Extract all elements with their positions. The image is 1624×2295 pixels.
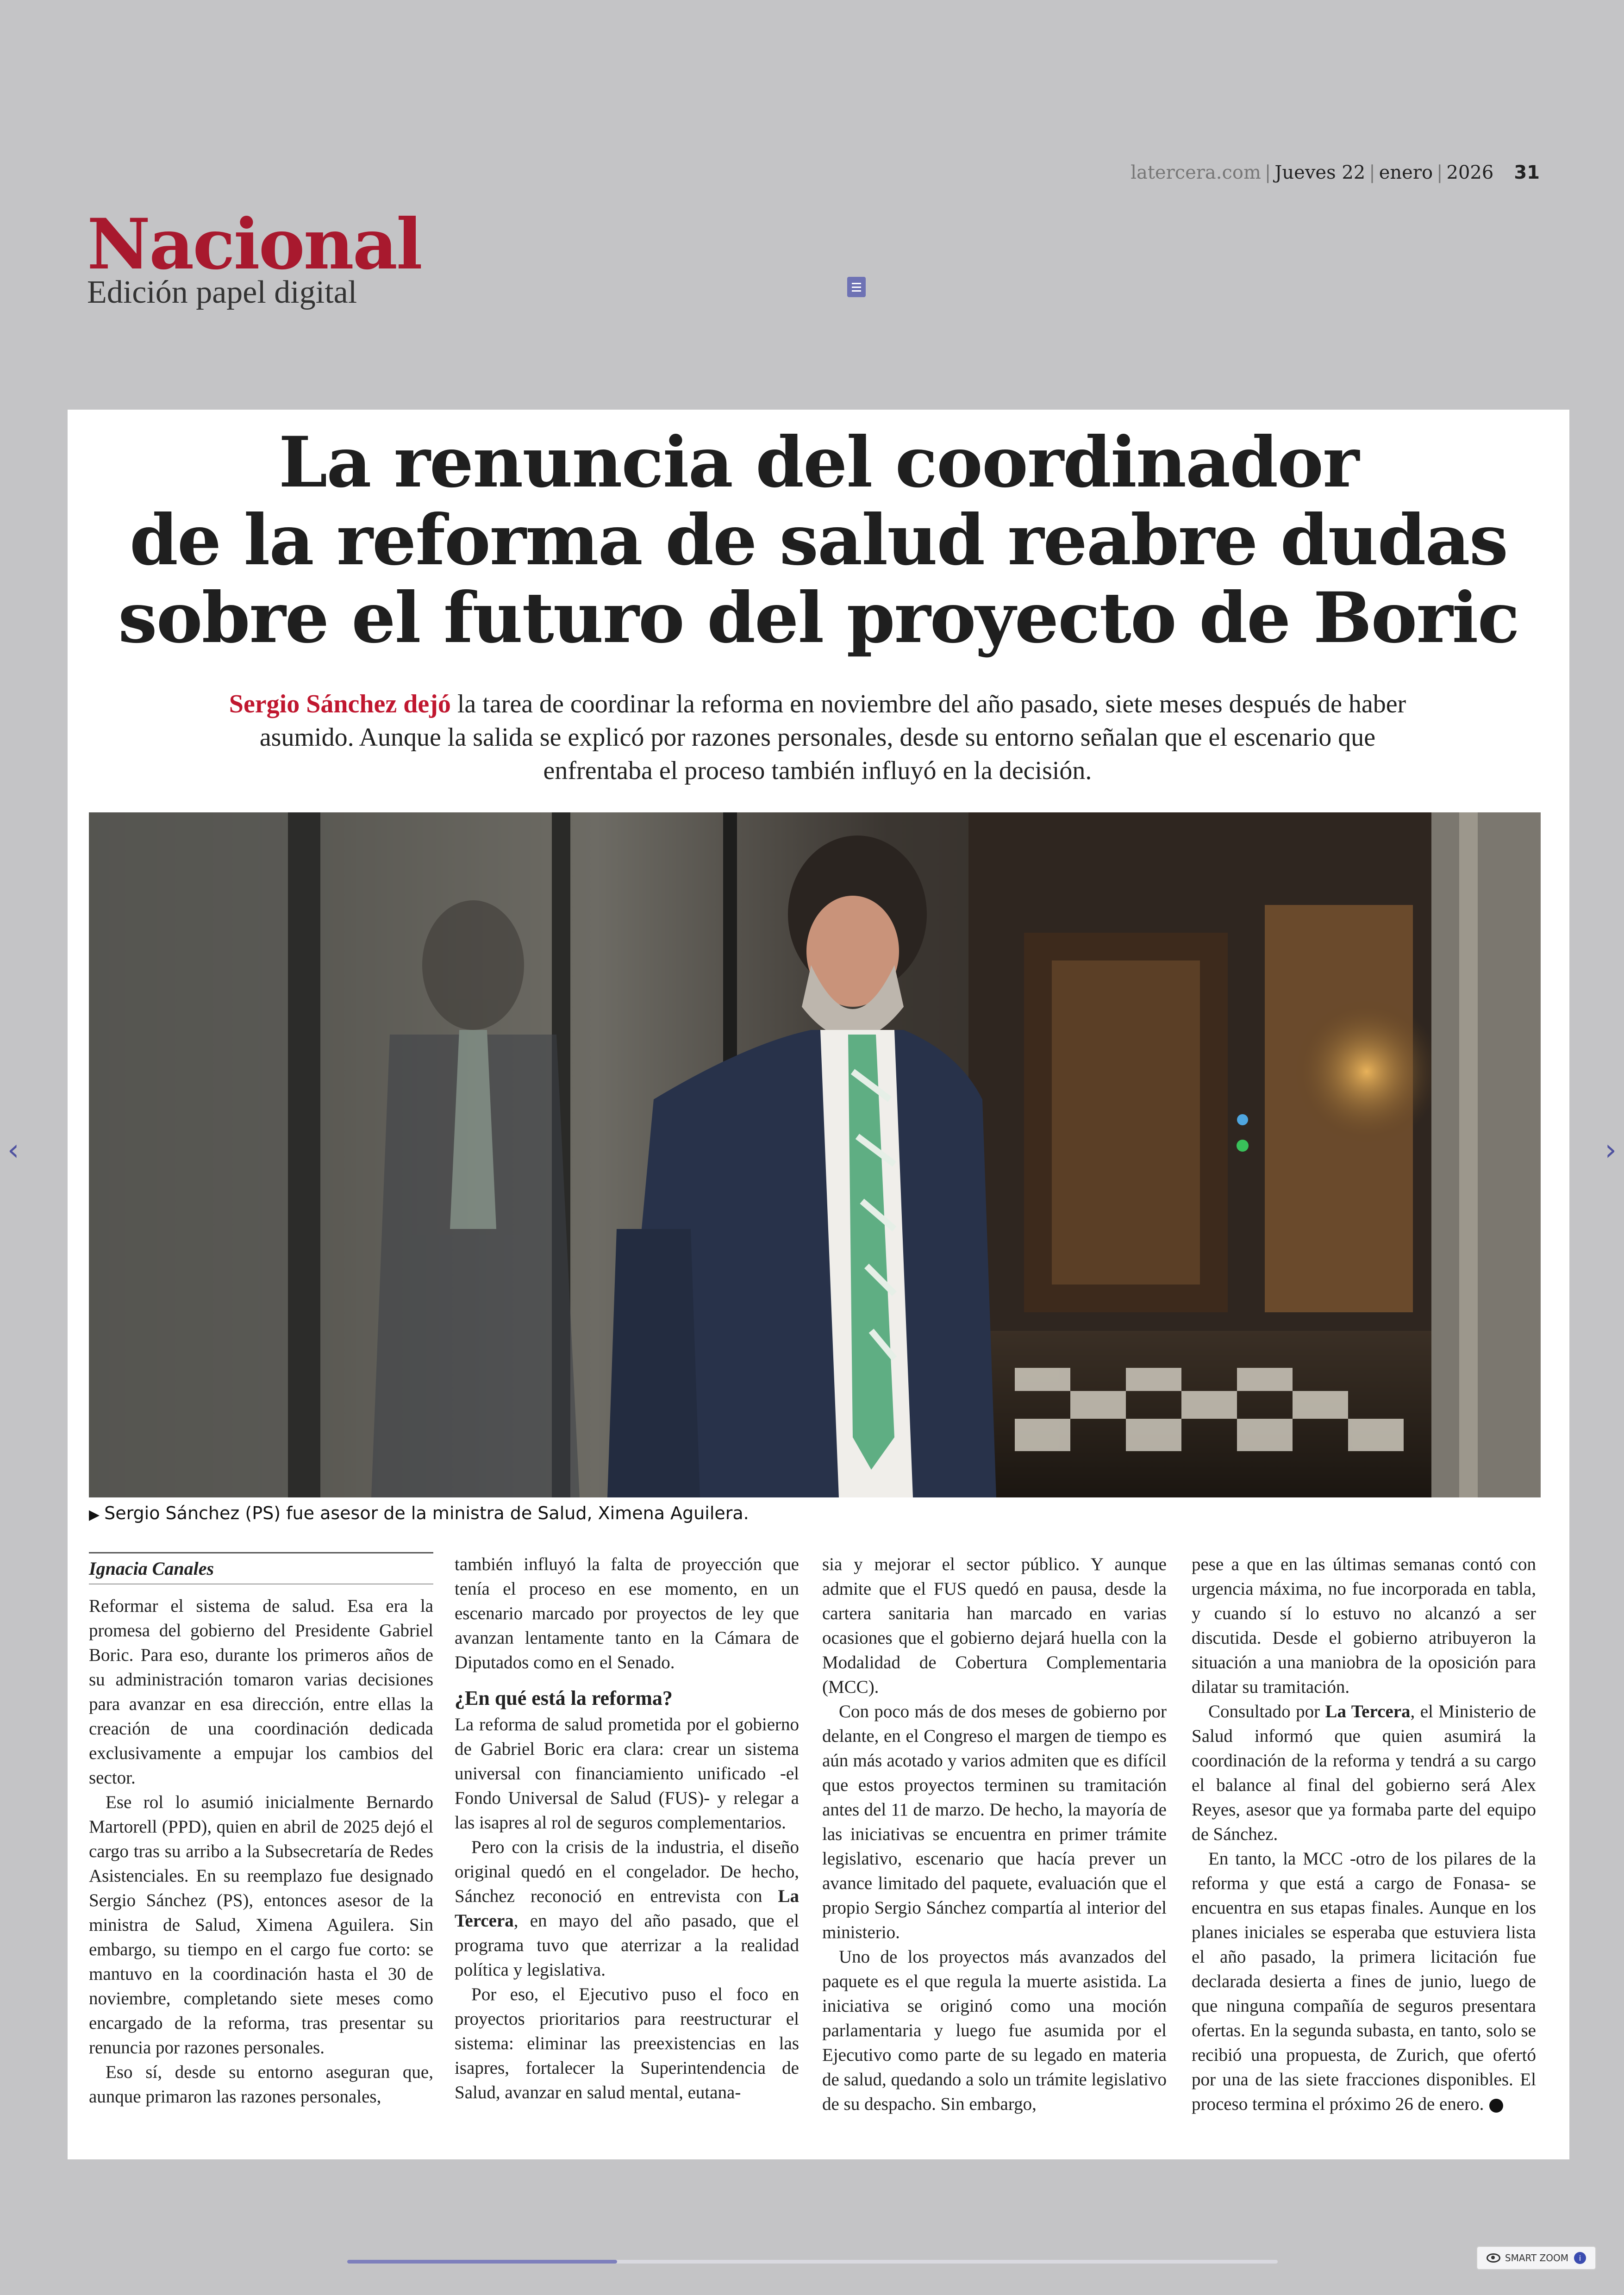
edition-month: enero (1379, 162, 1433, 183)
headline-line: La renuncia del coordinador (278, 422, 1359, 503)
edition-year: 2026 (1446, 162, 1494, 183)
paragraph: Eso sí, desde su entorno aseguran que, aunque primaron las razones personales, (89, 2062, 433, 2107)
paragraph-text: Pero con la crisis de la industria, el diseño original quedó en el congelador. De hecho, Sánchez reconoció en entrevista con (455, 1837, 799, 1906)
page-progress-fill (347, 2260, 617, 2264)
paragraph: Uno de los proyectos más avanzados del paquete es el que regula la muerte asistida. La iniciativa se originó como una moción parlamentaria y luego fue asumida por el Ejecutivo como parte de su legado en materia de salud, quedando a solo un trámite legislativo de su despacho. Sin embargo, (822, 1947, 1167, 2114)
page-progress-bar[interactable] (347, 2260, 1278, 2264)
photo-illustration (89, 812, 1541, 1497)
article-column-4 (1192, 1552, 1536, 2116)
paragraph-text: En tanto, la MCC -otro de los pilares de la reforma y que está a cargo de Fonasa- se encuentra en sus etapas finales. Aunque en los planes iniciales se esperaba que estuviera lista el año pasado, la primera licitación fue declarada desierta a fines de junio, luego de que ninguna compañía de seguros presentara ofertas. En la segunda subasta, en tanto, solo se recibió una propuesta, de Zurich, que ofertó por una de las siete fracciones disponibles. El proceso termina el próximo 26 de enero. (1192, 1849, 1536, 2114)
smart-zoom-button[interactable] (1476, 2246, 1596, 2270)
paragraph-text: , en mayo del año pasado, que el programa tuvo que aterrizar a la realidad política y legislativa. (455, 1911, 799, 1980)
section-subtitle: Edición papel digital (87, 274, 357, 310)
paragraph: Con poco más de dos meses de gobierno por delante, en el Congreso el margen de tiempo es aún más acotado y varios admiten que es difícil que estos proyectos terminen su tramitación antes del 11 de marzo. De hecho, la mayoría de las iniciativas se encuentra en primer trámite legislativo, escenario que hacía prever un avance limitado del paquete, evaluación que el propio Sergio Sánchez compartía al interior del ministerio. (822, 1702, 1167, 1942)
info-badge: i (1574, 2252, 1586, 2264)
paragraph: La reforma de salud prometida por el gobierno de Gabriel Boric era clara: crear un sistema universal con financiamiento unificado -el Fondo Universal de Salud (FUS)- y relegar a las isapres al rol de seguros complementarios. (455, 1715, 799, 1833)
article-column-3 (822, 1552, 1167, 2116)
dek-lead: Sergio Sánchez dejó (229, 690, 451, 718)
article-photo (89, 812, 1541, 1497)
paragraph: pese a que en las últimas semanas contó con urgencia máxima, no fue incorporada en tabla, y cuando sí lo estuvo no alcanzó a ser discutida. Desde el gobierno atribuyeron la situación a una maniobra de la oposición para dilatar su tramitación. (1192, 1554, 1536, 1697)
paragraph-text: Consultado por (1208, 1702, 1325, 1721)
section-subhead: ¿En qué está la reforma? (455, 1687, 673, 1709)
paragraph: Ese rol lo asumió inicialmente Bernardo Martorell (PPD), quien en abril de 2025 dejó el cargo tras su arribo a la Subsecretaría de Redes Asistenciales. En su reemplazo fue designado Sergio Sánchez (PS), entonces asesor de la ministra de Salud, Ximena Aguilera. Sin embargo, su tiempo en el cargo fue corto: se mantuvo en la coordinación hasta el 30 de noviembre, completando siete meses como encargado de la reforma, tras presentar su renuncia por razones personales. (89, 1792, 433, 2058)
headline-line: sobre el futuro del proyecto de Boric (118, 577, 1519, 659)
end-mark-icon (1489, 2099, 1503, 2113)
notes-icon[interactable] (847, 277, 866, 297)
section-title: Nacional (87, 204, 421, 285)
newspaper-name: La Tercera (1325, 1702, 1411, 1721)
paragraph-text: , el Ministerio de Salud informó que quien asumirá la coordinación de la reforma y tendrá a su cargo el balance al final del gobierno será Alex Reyes, asesor que ya formaba parte del equipo de Sánchez. (1192, 1702, 1536, 1844)
paragraph (1192, 1846, 1536, 2116)
site-name: latercera.com (1131, 162, 1261, 183)
article-column-1 (89, 1552, 433, 2109)
headline-line: de la reforma de salud reabre dudas (129, 499, 1508, 581)
paragraph: sia y mejorar el sector público. Y aunque admite que el FUS quedó en pausa, desde la cartera sanitaria han marcado en varias ocasiones que el gobierno dejará huella con la Modalidad de Cobertura Complementaria (MCC). (822, 1554, 1167, 1697)
dek-text: la tarea de coordinar la reforma en noviembre del año pasado, siete meses después de haber asumido. Aunque la salida se explicó por razones personales, desde su entorno señalan que el escenario que enfrentaba el proceso también influyó en la decisión. (259, 690, 1406, 785)
article-dek (206, 687, 1429, 787)
paragraph (1192, 1699, 1536, 1846)
article-headline (68, 424, 1569, 657)
photo-caption (89, 1503, 749, 1523)
newspaper-name: La Tercera (455, 1886, 799, 1931)
eye-icon (1487, 2253, 1500, 2263)
edition-date-bar: latercera.com | Jueves 22 | enero | 2026 31 (1131, 162, 1540, 183)
previous-page-button[interactable]: ‹ (7, 1133, 19, 1167)
paragraph: Por eso, el Ejecutivo puso el foco en proyectos prioritarios para reestructurar el sistema: eliminar las preexistencias en las isapres, fortalecer la Superintendencia de Salud, avanzar en salud mental, eutana- (455, 1984, 799, 2102)
page-number: 31 (1514, 162, 1540, 183)
author-byline: Ignacia Canales (89, 1552, 433, 1584)
article-column-2 (455, 1552, 799, 2105)
caption-text: Sergio Sánchez (PS) fue asesor de la ministra de Salud, Ximena Aguilera. (104, 1503, 749, 1523)
caption-arrow-icon: ▶ (89, 1507, 100, 1523)
edition-day: Jueves 22 (1274, 162, 1366, 183)
paragraph: también influyó la falta de proyección que tenía el proceso en ese momento, en un escenario marcado por proyectos de ley que avanzan lentamente tanto en la Cámara de Diputados como en el Senado. (455, 1554, 799, 1672)
newspaper-page (68, 410, 1569, 2159)
smart-zoom-label: SMART ZOOM (1505, 2252, 1568, 2264)
paragraph (455, 1835, 799, 1982)
paragraph: Reformar el sistema de salud. Esa era la promesa del gobierno del Presidente Gabriel Boric. Para eso, durante los primeros años de su administración tomaron varias decisiones para avanzar en esa dirección, entre ellas la creación de una coordinación dedicada exclusivamente a empujar los cambios del sector. (89, 1596, 433, 1788)
next-page-button[interactable]: › (1605, 1133, 1617, 1167)
